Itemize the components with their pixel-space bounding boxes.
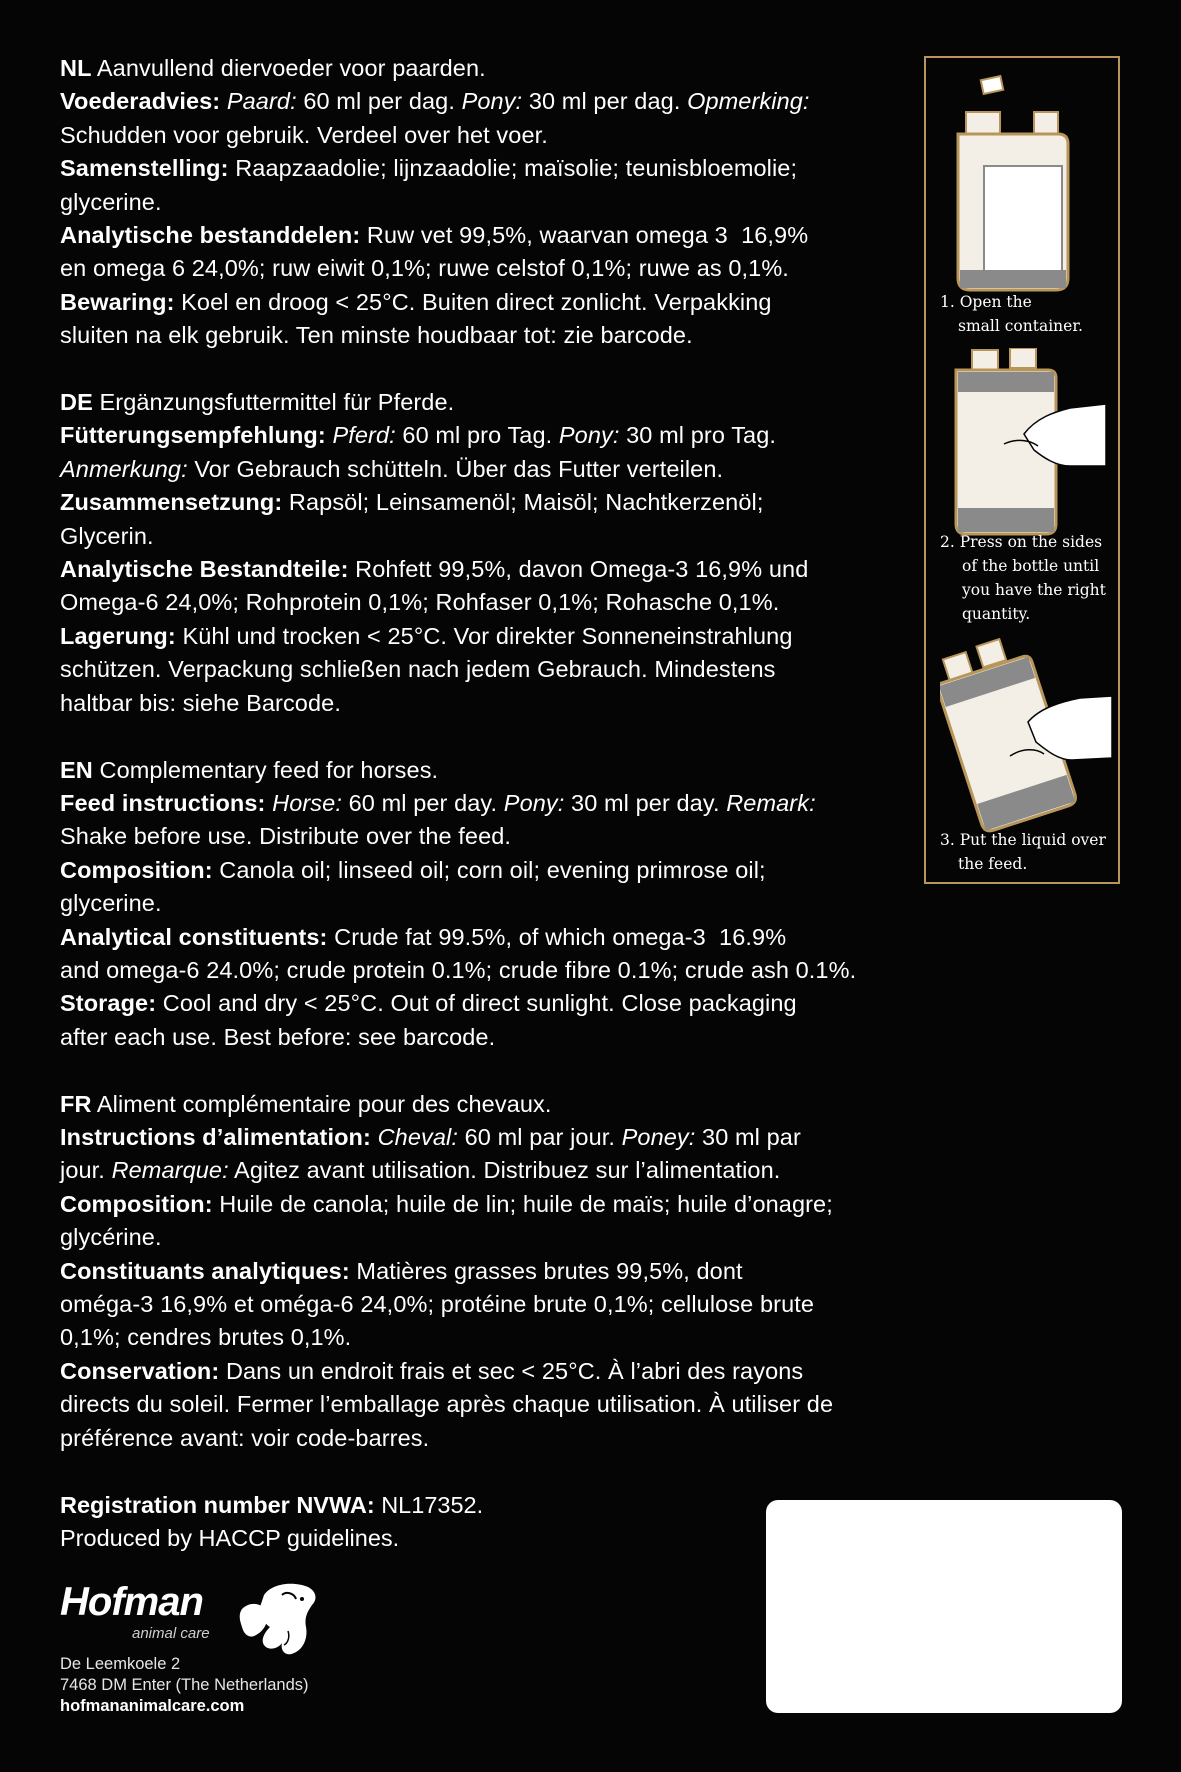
open-container-illustration [944, 70, 1114, 300]
storage-heading: Bewaring: [60, 288, 175, 315]
step-1-text: 1. Open the small container. [940, 293, 1083, 335]
feed-segment: Remarque: [111, 1157, 229, 1184]
composition-text: glycerine. [60, 188, 162, 215]
feed-heading: Fütterungsempfehlung: [60, 422, 326, 449]
composition-heading: Zusammensetzung: [60, 489, 283, 516]
composition-line [60, 186, 920, 219]
feed-line [60, 820, 920, 853]
composition-text: Glycerin. [60, 522, 154, 549]
language-code: FR [60, 1090, 92, 1117]
feed-segment: Poney: [621, 1123, 696, 1150]
feed-segment: 60 ml par jour. [457, 1123, 622, 1150]
brand-tagline: animal care [132, 1625, 210, 1642]
brand-address [60, 1654, 309, 1717]
feed-segment: Pferd: [332, 422, 396, 449]
analytical-text: Ruw vet 99,5%, waarvan omega 3 16,9% [366, 222, 809, 249]
feed-segment: 60 ml per day. [341, 789, 504, 816]
section-nl [60, 52, 920, 353]
section-fr [60, 1088, 920, 1455]
storage-line [60, 1422, 920, 1455]
analytical-heading: Analytische Bestandteile: [60, 556, 349, 583]
analytical-line [60, 586, 920, 619]
analytical-line [60, 252, 920, 285]
feed-line [60, 85, 920, 118]
feed-segment: Pony: [558, 422, 620, 449]
storage-text: Koel en droog < 25°C. Buiten direct zonlicht. Verpakking [181, 288, 772, 315]
registration-block [60, 1489, 483, 1556]
feed-segment: jour. [60, 1157, 112, 1184]
feed-segment: Cheval: [377, 1123, 458, 1150]
registration-label: Registration number NVWA: [60, 1492, 375, 1518]
storage-line [60, 687, 920, 720]
storage-heading: Conservation: [60, 1357, 220, 1384]
storage-line [60, 653, 920, 686]
feed-segment: Schudden voor gebruik. Verdeel over het voer. [60, 121, 548, 148]
feed-heading: Voederadvies: [60, 88, 221, 115]
analytical-line [60, 954, 920, 987]
feed-heading: Instructions d’alimentation: [60, 1123, 371, 1150]
section-intro [60, 386, 920, 419]
section-intro [60, 1088, 920, 1121]
feed-segment: 60 ml per dag. [296, 88, 462, 115]
section-de [60, 386, 920, 720]
feed-segment: 30 ml pro Tag. [619, 422, 777, 449]
storage-text: schützen. Verpackung schließen nach jedem Gebrauch. Mindestens [60, 656, 776, 683]
storage-text: haltbar bis: siehe Barcode. [60, 689, 341, 716]
analytical-heading: Analytical constituents: [60, 923, 328, 950]
feed-line [60, 1121, 920, 1154]
intro-text: Aliment complémentaire pour des chevaux. [96, 1090, 552, 1117]
analytical-text: Matières grasses brutes 99,5%, dont [356, 1257, 743, 1284]
feed-heading: Feed instructions: [60, 789, 266, 816]
storage-line [60, 1388, 920, 1421]
analytical-text: Omega-6 24,0%; Rohprotein 0,1%; Rohfaser 0,1%; Rohasche 0,1%. [60, 589, 780, 616]
press-bottle-illustration [944, 348, 1114, 538]
section-intro [60, 754, 920, 787]
composition-line [60, 854, 920, 887]
intro-text: Ergänzungsfuttermittel für Pferde. [99, 389, 455, 416]
analytical-text: Rohfett 99,5%, davon Omega-3 16,9% und [355, 556, 809, 583]
address-street: De Leemkoele 2 [60, 1655, 181, 1673]
instructions-panel [924, 56, 1120, 884]
storage-text: after each use. Best before: see barcode. [60, 1023, 496, 1050]
analytical-line [60, 1288, 920, 1321]
feed-line [60, 419, 920, 452]
storage-text: préférence avant: voir code-barres. [60, 1424, 430, 1451]
feed-segment: Shake before use. Distribute over the feed. [60, 823, 512, 850]
feed-segment: 30 ml per dag. [522, 88, 688, 115]
analytical-line [60, 1255, 920, 1288]
step-2-text: 2. Press on the sides of the bottle until you have the right quantity. [940, 533, 1106, 623]
analytical-line [60, 921, 920, 954]
section-en [60, 754, 920, 1055]
feed-segment: Opmerking: [687, 88, 810, 115]
composition-heading: Samenstelling: [60, 155, 229, 182]
composition-text: Canola oil; linseed oil; corn oil; evening primrose oil; [219, 856, 766, 883]
feed-segment: Anmerkung: [60, 455, 188, 482]
brand-name: Hofman [60, 1580, 203, 1624]
feed-segment: 60 ml pro Tag. [395, 422, 559, 449]
storage-line [60, 987, 920, 1020]
feed-segment: 30 ml par [695, 1123, 801, 1150]
website-link[interactable]: hofmananimalcare.com [60, 1697, 245, 1715]
analytical-heading: Constituants analytiques: [60, 1257, 350, 1284]
storage-heading: Lagerung: [60, 622, 176, 649]
intro-text: Aanvullend diervoeder voor paarden. [96, 55, 486, 81]
storage-heading: Storage: [60, 990, 157, 1017]
feed-segment: Agitez avant utilisation. Distribuez sur l’alimentation. [228, 1157, 781, 1184]
analytical-text: Crude fat 99.5%, of which omega-3 16.9% [334, 923, 787, 950]
storage-line [60, 1355, 920, 1388]
feed-line [60, 1154, 920, 1187]
composition-text: Rapsöl; Leinsamenöl; Maisöl; Nachtkerzenöl; [288, 489, 764, 516]
storage-text: directs du soleil. Fermer l’emballage après chaque utilisation. À utiliser de [60, 1391, 834, 1418]
animals-logo-icon [224, 1565, 324, 1665]
barcode-area [766, 1500, 1122, 1713]
analytical-line [60, 553, 920, 586]
composition-text: Raapzaadolie; lijnzaadolie; maïsolie; teunisbloemolie; [235, 155, 798, 182]
composition-line [60, 152, 920, 185]
storage-line [60, 286, 920, 319]
feed-segment: 30 ml per day. [564, 789, 727, 816]
storage-text: sluiten na elk gebruik. Ten minste houdbaar tot: zie barcode. [60, 322, 693, 349]
feed-segment: Pony: [503, 789, 565, 816]
storage-text: Cool and dry < 25°C. Out of direct sunlight. Close packaging [162, 990, 797, 1017]
composition-text: glycérine. [60, 1224, 162, 1251]
storage-line [60, 1021, 920, 1054]
composition-line [60, 887, 920, 920]
feed-segment: Paard: [226, 88, 297, 115]
analytical-text: oméga-3 16,9% et oméga-6 24,0%; protéine brute 0,1%; cellulose brute [60, 1290, 815, 1317]
composition-heading: Composition: [60, 856, 213, 883]
storage-text: Dans un endroit frais et sec < 25°C. À l’abri des rayons [225, 1357, 804, 1384]
language-code: EN [60, 756, 93, 783]
storage-line [60, 319, 920, 352]
registration-number: NL17352. [381, 1492, 484, 1518]
storage-text: Kühl und trocken < 25°C. Vor direkter Sonneneinstrahlung [182, 622, 793, 649]
feed-line [60, 787, 920, 820]
intro-text: Complementary feed for horses. [99, 756, 439, 783]
label-text [60, 52, 920, 1488]
section-intro [60, 52, 920, 85]
language-code: DE [60, 389, 93, 416]
address-city: 7468 DM Enter (The Netherlands) [60, 1676, 309, 1694]
composition-line [60, 1221, 920, 1254]
composition-text: Huile de canola; huile de lin; huile de maïs; huile d’onagre; [219, 1190, 833, 1217]
storage-line [60, 620, 920, 653]
feed-segment: Remark: [726, 789, 816, 816]
analytical-heading: Analytische bestanddelen: [60, 222, 361, 249]
feed-line [60, 453, 920, 486]
language-code: NL [60, 55, 92, 81]
composition-line [60, 1188, 920, 1221]
composition-line [60, 520, 920, 553]
feed-segment: Vor Gebrauch schütteln. Über das Futter verteilen. [187, 455, 724, 482]
composition-heading: Composition: [60, 1190, 213, 1217]
feed-line [60, 119, 920, 152]
feed-segment: Pony: [461, 88, 523, 115]
haccp-note: Produced by HACCP guidelines. [60, 1525, 400, 1552]
analytical-line [60, 1321, 920, 1354]
analytical-text: 0,1%; cendres brutes 0,1%. [60, 1324, 352, 1351]
composition-text: glycerine. [60, 890, 162, 917]
analytical-text: and omega-6 24.0%; crude protein 0.1%; crude fibre 0.1%; crude ash 0.1%. [60, 956, 857, 983]
analytical-line [60, 219, 920, 252]
analytical-text: en omega 6 24,0%; ruw eiwit 0,1%; ruwe celstof 0,1%; ruwe as 0,1%. [60, 255, 789, 282]
feed-segment: Horse: [272, 789, 342, 816]
step-3-text: 3. Put the liquid over the feed. [940, 831, 1106, 873]
composition-line [60, 486, 920, 519]
